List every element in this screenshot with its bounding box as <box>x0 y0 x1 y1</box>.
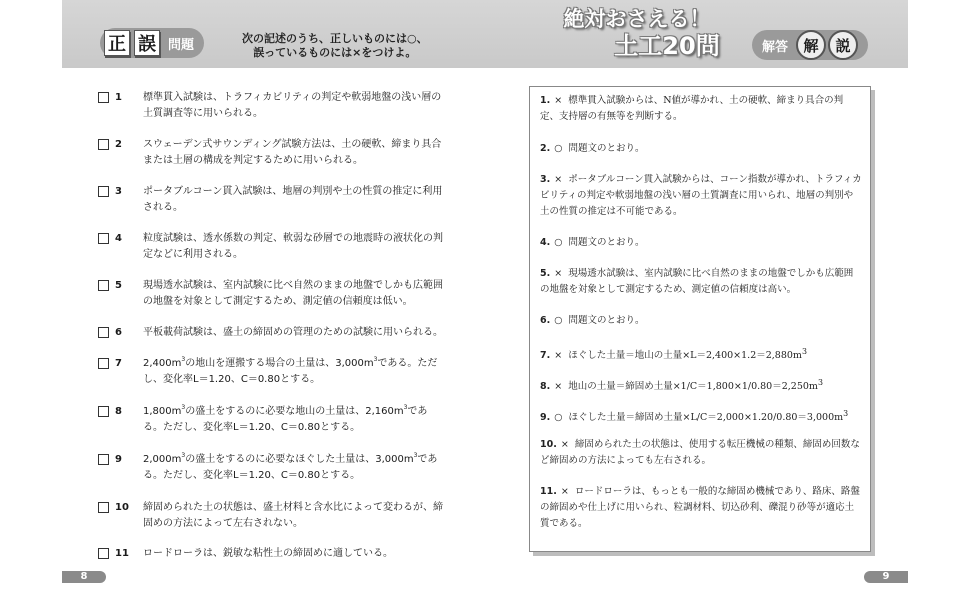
question-number: 3 <box>115 186 122 197</box>
answer-mark: ○ <box>554 237 563 248</box>
question-item <box>98 325 458 356</box>
superscript-3: 3 <box>373 356 378 363</box>
answer-mark: ○ <box>554 143 563 154</box>
answer-text: 問題文のとおり。 <box>568 237 645 248</box>
question-checkbox[interactable] <box>98 92 109 103</box>
answer-number: 6. <box>540 315 551 326</box>
answer-mark: × <box>554 268 563 279</box>
question-number: 8 <box>115 406 122 417</box>
answer-item <box>540 235 862 266</box>
answer-text: 現場透水試験は、室内試験に比べ自然のままの地盤でしかも広範囲の地盤を対象として測定するため、測定値の信頼度は高い。 <box>540 268 854 295</box>
answer-number: 9. <box>540 412 551 424</box>
question-text-part: 1,800m <box>143 406 182 417</box>
answer-item <box>540 172 862 235</box>
superscript-3: 3 <box>817 378 823 387</box>
question-checkbox[interactable] <box>98 139 109 150</box>
answer-explanation-badge <box>752 30 868 60</box>
answer-item <box>540 344 862 375</box>
question-list <box>98 90 458 566</box>
question-checkbox[interactable] <box>98 280 109 291</box>
answer-number: 5. <box>540 268 551 279</box>
question-text: 粒度試験は、透水係数の判定、軟弱な砂層での地震時の液状化の判定などに利用される。 <box>143 233 443 260</box>
answer-number: 2. <box>540 143 551 154</box>
answer-word: 解答 <box>762 39 789 55</box>
question-item <box>98 278 458 325</box>
question-number: 9 <box>115 454 122 465</box>
answer-text: ほぐした土量＝地山の土量×L＝2,400×1.2＝2,880m <box>568 350 802 362</box>
answer-number: 1. <box>540 95 551 106</box>
question-item <box>98 356 458 404</box>
question-item <box>98 184 458 231</box>
answer-mark: × <box>554 381 563 393</box>
question-checkbox[interactable] <box>98 502 109 513</box>
answer-text: 標準貫入試験からは、N値が導かれ、土の硬軟、締まり具合の判定、支持層の有無等を判断する。 <box>540 95 844 122</box>
answer-mark: × <box>554 174 563 185</box>
question-text: ポータブルコーン貫入試験は、地層の判別や土の性質の推定に利用される。 <box>143 186 443 213</box>
superscript-3: 3 <box>843 409 849 418</box>
instruction-text <box>242 32 428 60</box>
answer-number: 3. <box>540 174 551 185</box>
question-text: 標準貫入試験は、トラフィカビリティの判定や軟弱地盤の浅い層の土質調査等に用いられる。 <box>143 92 442 119</box>
answer-text: 締固められた土の状態は、使用する転圧機械の種類、締固め回数など締固めの方法によっても左右される。 <box>540 439 860 466</box>
answer-number: 10. <box>540 439 557 450</box>
question-checkbox[interactable] <box>98 358 109 369</box>
question-text: スウェーデン式サウンディング試験方法は、土の硬軟、締まり具合または土層の構成を判定するために用いられる。 <box>143 139 442 166</box>
question-item <box>98 137 458 184</box>
question-number: 2 <box>115 139 122 150</box>
answer-item <box>540 141 862 172</box>
instruction-line-2: 誤っているものには×をつけよ。 <box>253 46 417 59</box>
page-number-right: 9 <box>864 571 908 583</box>
question-number: 5 <box>115 280 122 291</box>
question-number: 10 <box>115 502 129 513</box>
page-title <box>532 6 742 60</box>
answer-text: ポータブルコーン貫入試験からは、コーン指数が導かれ、トラフィカビリティの判定や軟弱地盤の浅い層の土質調査に用いられ、地層の判別や土の性質の推定は不可能である。 <box>540 174 862 217</box>
answer-item <box>540 406 862 437</box>
title-line-2: 土工20問 <box>614 32 720 60</box>
superscript-3: 3 <box>181 452 186 459</box>
answer-item <box>540 484 862 548</box>
superscript-3: 3 <box>181 356 186 363</box>
question-text-part: 2,000m <box>143 454 182 465</box>
question-text: 現場透水試験は、室内試験に比べ自然のままの地盤でしかも広範囲の地盤を対象として測定するため、測定値の信頼度は低い。 <box>143 280 443 307</box>
question-checkbox[interactable] <box>98 233 109 244</box>
answer-item <box>540 375 862 406</box>
answer-mark: × <box>554 350 563 362</box>
answer-mark: × <box>560 439 569 450</box>
superscript-3: 3 <box>413 452 418 459</box>
question-text-part: の地山を運搬する場合の土量は、3,000m <box>185 358 374 369</box>
answer-number: 11. <box>540 486 557 497</box>
answer-mark: × <box>554 95 563 106</box>
title-line-1: 絶対おさえる！ <box>563 7 711 31</box>
badge-char-correct: 正 <box>104 30 130 56</box>
question-item <box>98 404 458 452</box>
answer-number: 7. <box>540 350 551 362</box>
answer-number: 8. <box>540 381 551 393</box>
answer-text: 問題文のとおり。 <box>568 315 645 326</box>
answer-char-2: 説 <box>828 30 858 60</box>
question-text <box>143 356 443 404</box>
question-number: 6 <box>115 327 122 338</box>
instruction-line-1: 次の記述のうち、正しいものには○、 <box>242 32 428 45</box>
answer-item <box>540 437 862 484</box>
badge-pill <box>100 28 204 58</box>
answer-text: 地山の土量＝締固め土量×1/C＝1,800×1/0.80＝2,250m <box>568 381 818 393</box>
question-text: ロードローラは、鋭敏な粘性土の締固めに適している。 <box>143 548 393 559</box>
question-text-part: である。ただし、変化率L＝1.20、C＝0.80とする。 <box>143 406 428 433</box>
answer-text: ロードローラは、もっとも一般的な締固め機械であり、路床、路盤の締固めや仕上げに用いられ、粒調材料、切込砂利、礫混り砂等が適応土質である。 <box>540 486 860 529</box>
badge-word: 問題 <box>168 37 195 53</box>
question-number: 11 <box>115 548 129 559</box>
superscript-3: 3 <box>403 404 408 411</box>
superscript-3: 3 <box>181 404 186 411</box>
answer-text: ほぐした土量＝締固め土量×L/C＝2,000×1.20/0.80＝3,000m <box>568 412 844 424</box>
question-text-part: である。ただし、変化率L＝1.20、C＝0.80とする。 <box>143 454 438 481</box>
answer-number: 4. <box>540 237 551 248</box>
page-header <box>62 0 908 68</box>
question-text <box>143 452 443 500</box>
question-item <box>98 500 458 546</box>
answer-text: 問題文のとおり。 <box>568 143 645 154</box>
question-item <box>98 452 458 500</box>
question-number: 1 <box>115 92 122 103</box>
answer-item <box>540 313 862 344</box>
question-checkbox[interactable] <box>98 454 109 465</box>
question-text <box>143 404 443 452</box>
answer-mark: ○ <box>554 315 563 326</box>
answer-mark: ○ <box>554 412 563 424</box>
answer-item <box>540 93 862 141</box>
question-number: 7 <box>115 358 122 369</box>
question-item <box>98 546 458 566</box>
question-item <box>98 90 458 137</box>
page-number-left: 8 <box>62 571 106 583</box>
question-text-part: の盛土をするのに必要な地山の土量は、2,160m <box>185 406 404 417</box>
question-text-part: である。ただし、変化率L＝1.20、C＝0.80とする。 <box>143 358 438 385</box>
question-number: 4 <box>115 233 122 244</box>
answer-explanation-box <box>529 86 871 552</box>
answer-char-1: 解 <box>796 30 826 60</box>
question-checkbox[interactable] <box>98 186 109 197</box>
superscript-3: 3 <box>801 347 807 356</box>
true-false-badge <box>100 28 204 58</box>
question-text-part: の盛土をするのに必要なほぐした土量は、3,000m <box>185 454 414 465</box>
question-checkbox[interactable] <box>98 406 109 417</box>
question-text-part: 2,400m <box>143 358 182 369</box>
question-text: 平板載荷試験は、盛土の締固めの管理のための試験に用いられる。 <box>143 327 443 338</box>
question-item <box>98 231 458 278</box>
question-text: 締固められた土の状態は、盛土材料と含水比によって変わるが、締固めの方法によって左右されない。 <box>143 502 443 529</box>
question-checkbox[interactable] <box>98 548 109 559</box>
question-checkbox[interactable] <box>98 327 109 338</box>
badge-char-wrong: 誤 <box>134 30 160 56</box>
answer-mark: × <box>560 486 569 497</box>
answer-item <box>540 266 862 313</box>
